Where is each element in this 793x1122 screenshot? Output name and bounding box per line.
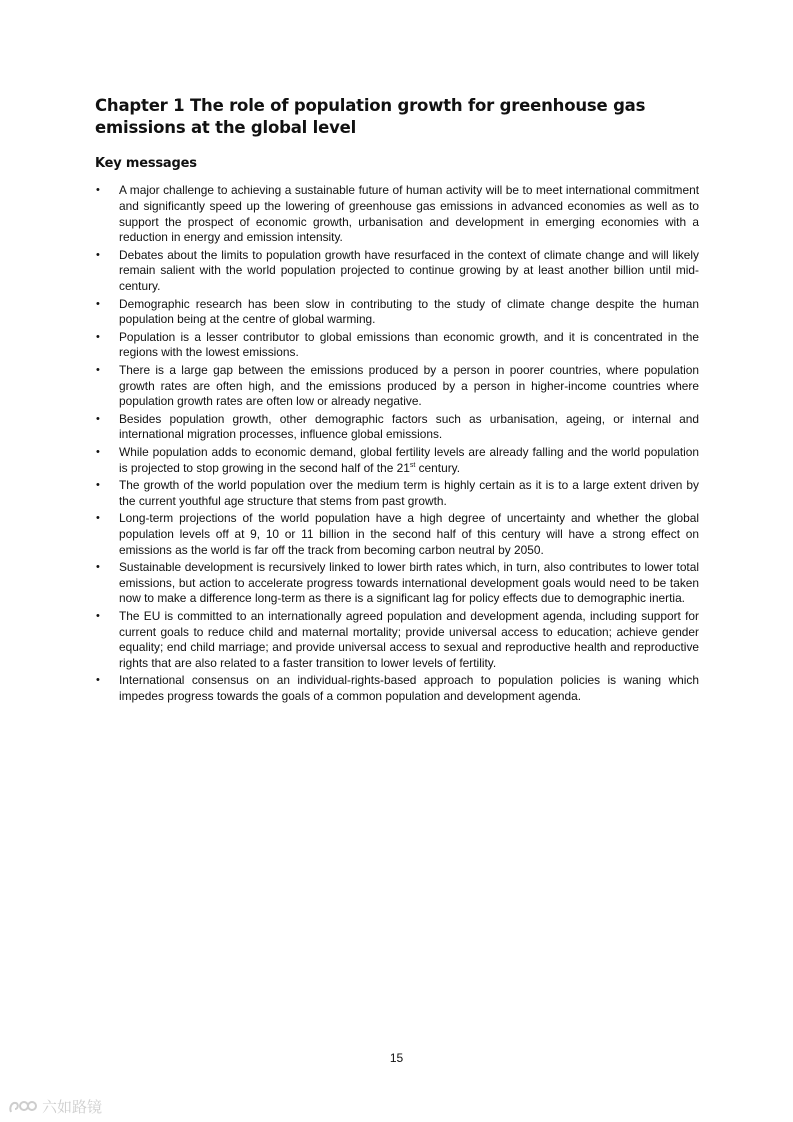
key-message-item (95, 511, 699, 558)
key-message-item (95, 183, 699, 246)
bullet-icon: • (96, 363, 100, 376)
ordinal-suffix: st (409, 461, 416, 469)
key-message-text: The growth of the world population over the medium term is highly certain as it is to a large extent driven by the current youthful age structure that stems from past growth. (119, 477, 699, 508)
key-message-text: Sustainable development is recursively linked to lower birth rates which, in turn, also contributes to lower total emissions, but action to accelerate progress towards international development goals would need to be taken now to make a difference long-term as there is a significant lag for policy effects due to demographic inertia. (119, 559, 699, 606)
key-message-text: A major challenge to achieving a sustainable future of human activity will be to meet international commitment and significantly speed up the lowering of greenhouse gas emissions in advanced economies as well as to support the prospect of economic growth, urbanisation and development in emerging economies with a reduction in energy and emission intensity. (119, 183, 699, 245)
key-message-item (95, 412, 699, 444)
key-message-text: There is a large gap between the emissions produced by a person in poorer countries, where population growth rates are often high, and the emissions produced by a person in higher-income countries where population growth rates are often low or already negative. (119, 362, 699, 409)
key-message-text: The EU is committed to an internationally agreed population and development agenda, including support for current goals to reduce child and maternal mortality; provide universal access to education; achieve gender equality; end child marriage; and provide universal access to sexual and reproductive health and reproductive rights that are also related to a faster transition to lower levels of fertility. (119, 608, 699, 671)
loop-logo-icon (8, 1098, 38, 1116)
key-message-text-part: century. (415, 460, 461, 475)
bullet-icon: • (96, 445, 100, 458)
key-message-item (95, 609, 699, 672)
bullet-icon: • (96, 412, 100, 425)
key-message-text: International consensus on an individual-rights-based approach to population policies is waning which impedes progress towards the goals of a common population and development agenda. (119, 673, 699, 704)
key-message-text: Population is a lesser contributor to global emissions than economic growth, and it is concentrated in the regions with the lowest emissions. (119, 329, 699, 360)
key-messages-list (95, 183, 699, 707)
bullet-icon: • (96, 560, 100, 573)
key-message-text-part: While population adds to economic demand, global fertility levels are already falling and the world population is projected to stop growing in the second half of the 21 (119, 444, 699, 475)
key-message-text: Long-term projections of the world population have a high degree of uncertainty and whether the global population levels off at 9, 10 or 11 billion in the second half of this century will have a strong effect on emissions as the world is far off the track from becoming carbon neutral by 2050. (119, 510, 699, 557)
key-message-text: Besides population growth, other demographic factors such as urbanisation, ageing, or internal and international migration processes, influence global emissions. (119, 411, 699, 442)
key-message-item (95, 248, 699, 295)
chapter-title: Chapter 1 The role of population growth for greenhouse gas emissions at the global level (95, 96, 646, 137)
key-message-item (95, 560, 699, 607)
bullet-icon: • (96, 184, 100, 196)
key-message-item (95, 673, 699, 705)
bullet-icon: • (96, 511, 100, 524)
key-messages-heading: Key messages (95, 156, 197, 171)
bullet-icon: • (96, 478, 100, 491)
key-message-text (119, 445, 699, 475)
key-message-item (95, 478, 699, 510)
watermark (8, 1096, 102, 1117)
key-message-text: Demographic research has been slow in contributing to the study of climate change despite the human population being at the centre of global warming. (119, 296, 699, 327)
key-message-item (95, 297, 699, 329)
key-message-item (95, 445, 699, 477)
key-message-item (95, 363, 699, 410)
page-number: 15 (389, 1051, 404, 1065)
watermark-text: 六如路镜 (42, 1098, 103, 1116)
key-message-text: Debates about the limits to population growth have resurfaced in the context of climate change and will likely remain salient with the world population projected to continue growing by at least another billion until mid-century. (119, 247, 699, 294)
key-message-item (95, 330, 699, 362)
bullet-icon: • (96, 609, 100, 622)
bullet-icon: • (96, 330, 100, 343)
bullet-icon: • (96, 297, 100, 310)
bullet-icon: • (96, 248, 100, 261)
bullet-icon: • (96, 674, 100, 687)
